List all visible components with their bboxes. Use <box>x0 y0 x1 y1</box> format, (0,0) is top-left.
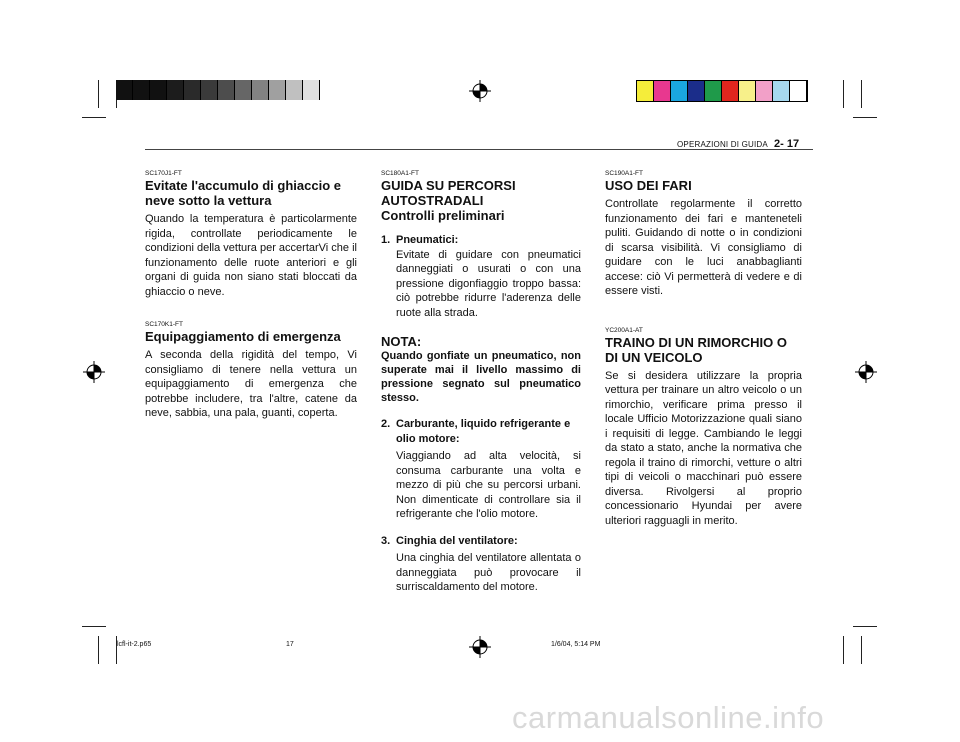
crop-mark <box>861 80 862 108</box>
crop-mark <box>843 636 844 664</box>
section-heading: TRAINO DI UN RIMORCHIO O DI UN VEICOLO <box>605 334 787 365</box>
list-item <box>381 417 581 522</box>
section-subheading: Controlli preliminari <box>381 208 505 223</box>
column-middle <box>381 170 581 595</box>
item-body: Viaggiando ad alta velocità, si consuma carburante una volta e mezzo di più che su percorsi urbani. Non dimenticate di controllare sia il refrigerante che l'olio motore. <box>396 450 581 520</box>
column-left <box>145 170 357 421</box>
list-item <box>381 534 581 595</box>
crop-mark <box>98 80 99 108</box>
color-swatch <box>637 81 654 101</box>
footer-date: 1/6/04, 5:14 PM <box>551 641 601 648</box>
section-body: Controllate regolarmente il corretto funzionamento dei fari e manteneteli puliti. Guidando di notte o in condizioni di scarsa visibilità. Vi consigliamo di guidare con le luci anabbaglianti accese: ciò Vi permetterà di vedere e di essere visti. <box>605 198 802 297</box>
section-code: SC180A1-FT <box>381 170 419 177</box>
item-title: Cinghia del ventilatore: <box>396 534 518 547</box>
color-swatch <box>739 81 756 101</box>
color-swatch <box>184 80 201 100</box>
section-heading: Equipaggiamento di emergenza <box>145 329 341 344</box>
color-swatch <box>252 80 269 100</box>
color-swatch <box>116 80 133 100</box>
column-right <box>605 170 802 528</box>
color-swatch <box>671 81 688 101</box>
note-heading: NOTA: <box>381 334 422 349</box>
cmyk-color-bar <box>636 80 808 102</box>
grayscale-color-bar <box>116 80 320 100</box>
color-swatch <box>235 80 252 100</box>
registration-mark-icon <box>469 636 491 658</box>
section-code: SC170J1-FT <box>145 170 182 177</box>
page-number: 2- 17 <box>774 138 800 150</box>
color-swatch <box>790 81 807 101</box>
color-swatch <box>150 80 167 100</box>
crop-mark <box>82 626 106 627</box>
section-code: SC170K1-FT <box>145 321 183 328</box>
color-swatch <box>167 80 184 100</box>
section-body: A seconda della rigidità del tempo, Vi consigliamo di tenere nella vettura un equipaggiamento di emergenza che potrebbe includere, tra l'altre, catene da neve, sabbia, una pala, guanti, coperta. <box>145 349 357 419</box>
color-swatch <box>773 81 790 101</box>
section-heading: USO DEI FARI <box>605 178 692 193</box>
watermark: carmanualsonline.info <box>512 700 825 735</box>
color-swatch <box>218 80 235 100</box>
color-swatch <box>286 80 303 100</box>
item-body: Evitate di guidare con pneumatici danneggiati o usurati o con una pressione digonfiaggio troppo bassa: ciò potrebbe ridurre l'aderenza delle ruote alla strada. <box>396 248 581 319</box>
color-swatch <box>654 81 671 101</box>
section-code: SC190A1-FT <box>605 170 643 177</box>
note-body: Quando gonfiate un pneumatico, non superate mai il livello massimo di pressione segnato sul pneumatico stesso. <box>381 350 581 404</box>
list-item <box>381 233 581 320</box>
registration-mark-icon <box>855 361 877 383</box>
item-number: 2. <box>381 418 391 430</box>
section-code: YC200A1-AT <box>605 326 643 334</box>
color-swatch <box>133 80 150 100</box>
registration-mark-icon <box>469 80 491 102</box>
color-swatch <box>269 80 286 100</box>
footer-filename: lcfl-it-2.p65 <box>117 641 152 648</box>
color-swatch <box>688 81 705 101</box>
color-swatch <box>705 81 722 101</box>
item-title: Pneumatici: <box>396 234 459 246</box>
section-body: Quando la temperatura è particolarmente rigida, controllate periodicamente le condizioni della vettura per accertarVi che il funzionamento delle ruote anteriori e gli organi di guida non siano stati bloccati da ghiaccio o neve. <box>145 213 357 298</box>
item-number: 3. <box>381 534 391 547</box>
registration-mark-icon <box>83 361 105 383</box>
item-number: 1. <box>381 234 391 246</box>
header-rule <box>145 149 813 150</box>
crop-mark <box>853 117 877 118</box>
crop-mark <box>98 636 99 664</box>
section-title: OPERAZIONI DI GUIDA <box>677 140 768 149</box>
item-body: Una cinghia del ventilatore allentata o danneggiata può provocare il surriscaldamento del motore. <box>396 552 581 593</box>
item-title: Carburante, liquido refrigerante e olio motore: <box>396 418 571 445</box>
section-body: Se si desidera utilizzare la propria vettura per trainare un altro veicolo o un rimorchio, verificare prima presso il locale Ufficio Motorizzazione quali siano i requisiti di legge. Cambiando le leggi da stato a stato, anche la normativa che regola il traino di rimorchi, vetture o altri tipi di veicoli o macchinari può essere diversa. Rivolgersi al proprio concessionario Hyundai per avere ulteriori ragguagli in merito. <box>605 369 802 527</box>
section-heading: GUIDA SU PERCORSI AUTOSTRADALI <box>381 178 516 208</box>
crop-mark <box>843 80 844 108</box>
color-swatch <box>756 81 773 101</box>
section-heading: Evitate l'accumulo di ghiaccio e neve sotto la vettura <box>145 178 341 208</box>
color-swatch <box>303 80 320 100</box>
footer-page: 17 <box>286 641 294 648</box>
crop-mark <box>82 117 106 118</box>
crop-mark <box>853 626 877 627</box>
color-swatch <box>722 81 739 101</box>
crop-mark <box>861 636 862 664</box>
color-swatch <box>201 80 218 100</box>
